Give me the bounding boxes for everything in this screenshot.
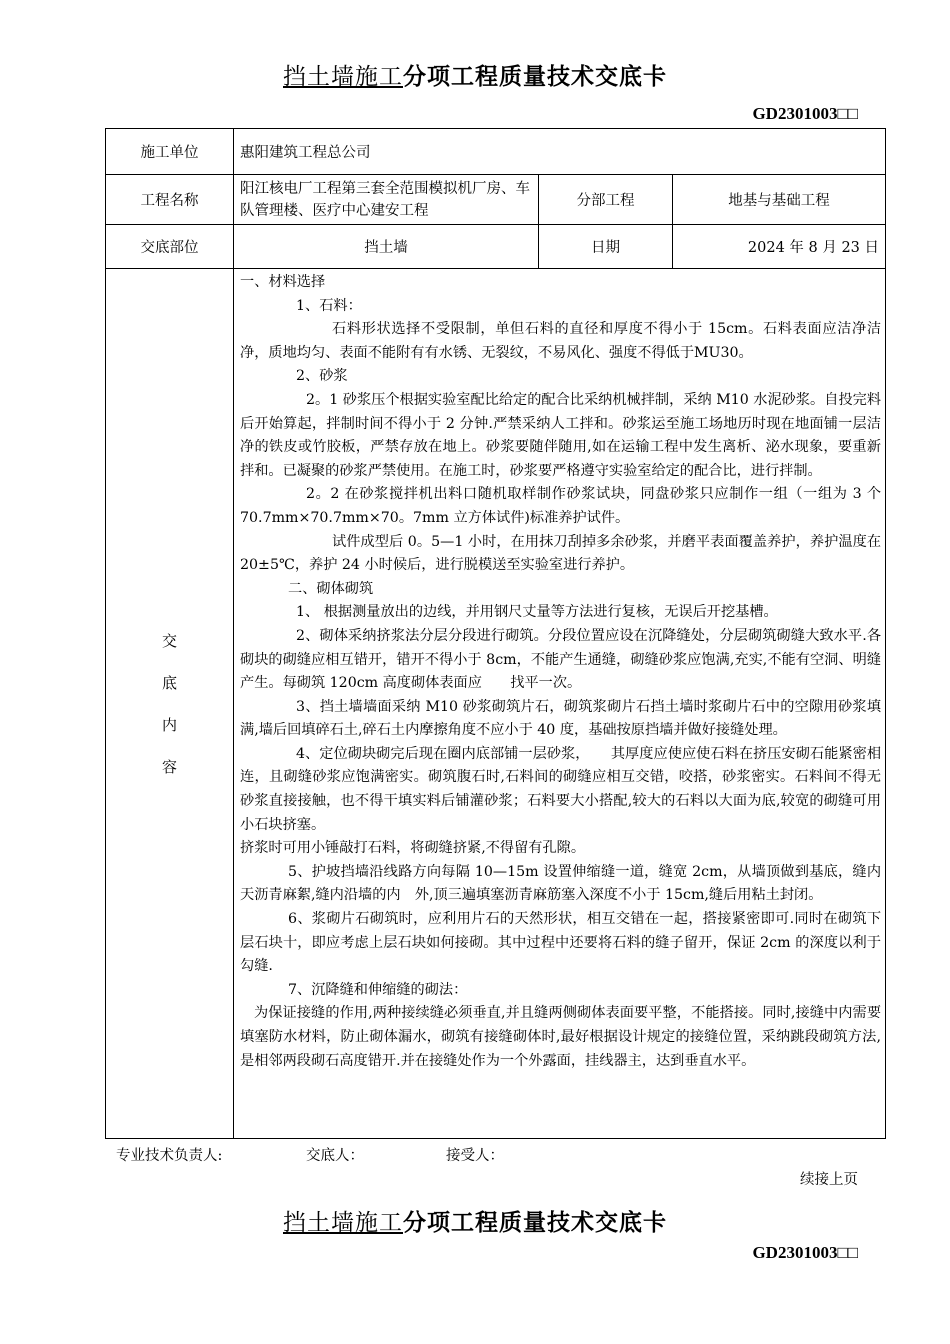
sub-project-value: 地基与基础工程 [673,175,886,225]
title-rest: 分项工程质量技术交底卡 [403,1209,667,1236]
receiver-label: 接受人： [446,1148,504,1164]
paragraph: 3、挡土墙墙面采纳 M10 砂浆砌筑片石，砌筑浆砌片石挡土墙时浆砌片石中的空隙用砂浆填满,墙后回填碎石土,碎石土内摩擦角度不应小于 40 度，基础按原挡墙并做好接缝处理。 [240,698,882,739]
paragraph: 1、 根据测量放出的边线，并用钢尺丈量等方法进行复核，无误后开挖基槽。 [296,604,778,621]
unit-value: 惠阳建筑工程总公司 [234,129,886,175]
doc-code: GD2301003□□ [752,104,858,123]
section-heading: 一、材料选择 [240,274,326,290]
content-label-char: 交 [161,631,177,650]
content-label [106,269,234,1139]
paragraph: 5、护坡挡墙沿线路方向每隔 10—15m 设置伸缩缝一道，缝宽 2cm，从墙顶做到基底，缝内天沥青麻絮,缝内沿墙的内 外,顶三遍填塞沥青麻筋塞入深度不小于 15cm,缝后用粘土封闭。 [240,863,882,904]
project-label: 工程名称 [106,175,234,225]
signature-line [116,1144,504,1165]
row-unit [106,129,886,175]
tech-lead-label: 专业技术负责人: [116,1148,223,1164]
paragraph: 2。2 在砂浆搅拌机出料口随机取样制作砂浆试块，同盘砂浆只应制作一组（一组为 3 个70.7mm×70.7mm×70。7mm 立方体试件)标准养护试件。 [240,486,882,526]
disclosure-table [105,128,886,1139]
disclosure-content [234,269,886,1139]
title-rest: 分项工程质量技术交底卡 [403,63,667,90]
sub-project-label: 分部工程 [539,175,673,225]
continued-note: 续接上页 [800,1172,858,1188]
paragraph: 试件成型后 0。5—1 小时，在用抹刀刮掉多余砂浆，并磨平表面覆盖养护，养护温度在20±5℃，养护 24 小时候后，进行脱模送至实验室进行养护。 [240,533,882,574]
date-label: 日期 [539,225,673,269]
content-label-char: 容 [161,757,177,776]
unit-label: 施工单位 [106,129,234,175]
title-underlined: 挡土墙施工 [283,1210,403,1236]
date-value: 2024 年 8 月 23 日 [673,225,886,269]
title-underlined: 挡土墙施工 [283,64,403,90]
part-label: 交底部位 [106,225,234,269]
paragraph: 2、砌体采纳挤浆法分层分段进行砌筑。分段位置应设在沉降缝处，分层砌筑砌缝大致水平.各砌块的砌缝应相互错开，错开不得小于 8cm，不能产生通缝，砌缝砂浆应饱满,充实,不能有空洞、明缝产生。每砌筑 120cm 高度砌体表面应 找平一次。 [240,627,882,692]
part-value: 挡土墙 [234,225,539,269]
subsection-heading: 2、砂浆 [296,368,348,385]
row-part [106,225,886,269]
discloser-label: 交底人： [306,1148,364,1164]
project-value: 阳江核电厂工程第三套全范围模拟机厂房、车队管理楼、医疗中心建安工程 [234,175,539,225]
paragraph: 6、浆砌片石砌筑时，应利用片石的天然形状，相互交错在一起，搭接紧密即可.同时在砌筑下层石块十，即应考虑上层石块如何接砌。其中过程中还要将石料的缝子留开，保证 2cm 的深度以利于勾缝. [240,911,882,975]
paragraph: 石料形状选择不受限制，单但石料的直径和厚度不得小于 15cm。石料表面应洁净洁净，质地均匀、表面不能附有有水锈、无裂纹，不易风化、强度不得低于MU30。 [240,321,882,361]
page-title [0,58,950,91]
page-title-repeat [0,1204,950,1237]
paragraph: 挤浆时可用小锤敲打石料，将砌缝挤紧,不得留有孔隙。 [240,840,586,857]
content-label-char: 底 [161,673,177,692]
subsection-heading: 1、石料： [296,297,362,314]
row-content [106,269,886,1139]
paragraph: 2。1 砂浆压个根据实验室配比给定的配合比采纳机械拌制，采纳 M10 水泥砂浆。自投完料后开始算起，拌制时间不得小于 2 分钟.严禁采纳人工拌和。砂浆运至施工场地历时现在地面铺一层洁净的铁皮或竹胶板，严禁存放在地上。砂浆要随伴随用,如在运输工程中发生离析、泌水现象，要重新拌和。已凝聚的砂浆严禁使用。在施工时，砂浆要严格遵守实验室给定的配合比，进行拌制。 [240,391,882,479]
paragraph: 4、定位砌块砌完后现在圈内底部铺一层砂浆， 其厚度应使应使石料在挤压安砌石能紧密相连，且砌缝砂浆应饱满密实。砌筑腹石时,石料间的砌缝应相互交错，咬搭，砂浆密实。石料间不得无砂浆直接接触，也不得干填实料后铺灌砂浆；石料要大小搭配,较大的石料以大面为底,较宽的砌缝可用小石块挤塞。 [240,745,882,833]
doc-code-repeat: GD2301003□□ [752,1243,858,1262]
section-heading: 二、砌体砌筑 [288,580,374,597]
row-project [106,175,886,225]
paragraph: 为保证接缝的作用,两种接续缝必须垂直,并且缝两侧砌体表面要平整，不能搭接。同时,接缝中内需要填塞防水材料，防止砌体漏水，砌筑有接缝砌体时,最好根据设计规定的接缝位置，采纳跳段砌筑方法,是相邻两段砌石高度错开.并在接缝处作为一个外露面，挂线器主，达到垂直水平。 [240,1005,882,1069]
subsection-heading: 7、沉降缝和伸缩缝的砌法： [288,981,468,998]
content-label-char: 内 [161,715,177,734]
